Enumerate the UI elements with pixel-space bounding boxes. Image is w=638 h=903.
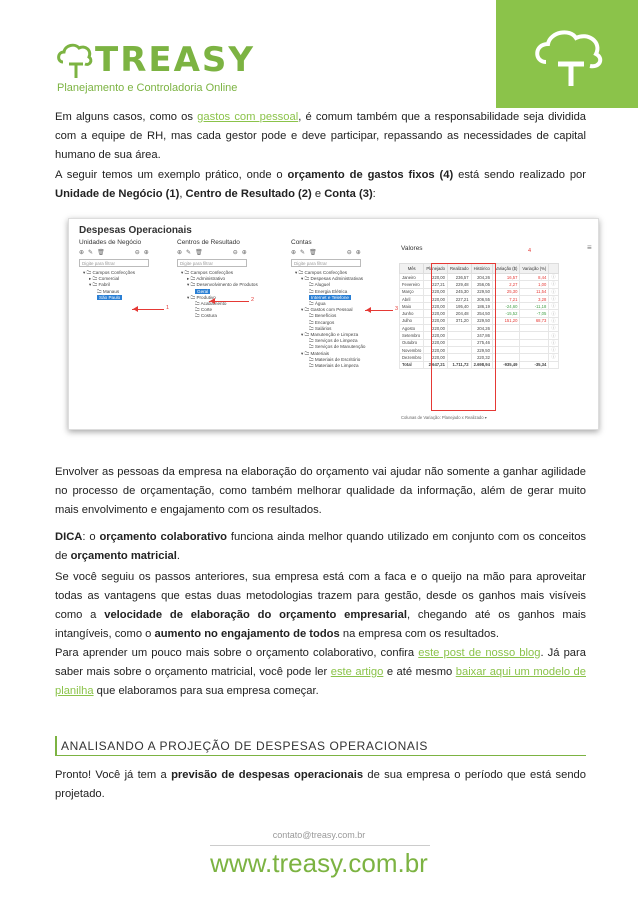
treasy-logo [55,38,256,98]
table-cell [492,339,520,346]
expand-icon[interactable]: ⊕ [241,250,247,256]
table-cell: 7,21 [492,295,520,302]
paragraph-envolver: Envolver as pessoas da empresa na elaboração do orçamento vai ajudar não somente a ganhar agilidade no processo de orçamentação, como também melhorar qualidade da informação, além de gerar muito mais envolvimento e engajamento com os resultados. [55,466,586,516]
table-cell: 220,00 [424,288,448,295]
table-cell: 220,32 [471,354,492,361]
text: de sua empresa o período que está sendo projetado. [55,769,586,800]
table-cell: 371,20 [447,317,471,324]
table-cell: 220,00 [424,354,448,361]
tree-item[interactable]: ▾ 🗀 Despesas Administrativas [301,276,364,282]
table-cell: 245,30 [447,288,471,295]
tree-item[interactable]: 🗀 Acabamento [195,301,227,307]
table-cell: 254,50 [471,310,492,317]
marker-1: 1 [166,305,170,311]
table-cell: ⓘ [549,325,558,332]
table-cell: Agosto [400,325,424,332]
text: que elaboramos para sua empresa começar. [93,685,319,697]
tree-item[interactable]: ▾ 🗀 Desenvolvimento de Produtos [187,282,258,288]
table-cell: 25,30 [492,288,520,295]
menu-icon[interactable]: ≡ [587,243,592,252]
table-cell: 229,50 [471,346,492,353]
table-cell [520,354,549,361]
table-cell: Setembro [400,332,424,339]
col-header[interactable]: Histórico [471,264,492,274]
table-cell: 11,54 [520,288,549,295]
table-cell: 229,50 [471,317,492,324]
table-cell: -11,18 [520,303,549,310]
table-cell: 2.647,21 [424,361,448,368]
planejado-highlight-box [431,263,496,411]
table-cell: 256,05 [471,281,492,288]
tree-item-selected[interactable]: Geral [197,288,209,294]
paragraph-example [55,166,586,204]
text: . Já para saber mais sobre o orçamento matricial, você pode ler [55,647,586,678]
table-cell: 220,00 [424,310,448,317]
table-cell: 275,46 [471,339,492,346]
table-cell: Dezembro [400,354,424,361]
tree-item[interactable]: ▾ 🗀 Manutenção e Limpeza [301,332,359,338]
header-corner-block [496,0,638,108]
table-cell: 1.711,72 [447,361,471,368]
table-cell: 227,21 [424,281,448,288]
pane-header: Contas [291,239,312,246]
table-cell: ⓘ [549,354,558,361]
table-cell: 151,20 [492,317,520,324]
table-cell: 220,00 [424,303,448,310]
pane-toolbar [177,249,258,256]
logo-tagline: Planejamento e Controladoria Online [57,82,238,94]
table-cell: ⓘ [549,303,558,310]
filter-input[interactable]: Digite para filtrar [79,259,149,267]
table-cell: 204,48 [447,310,471,317]
edit-icon[interactable]: ✎ [186,250,192,256]
bold-text: aumento no engajamento de todos [154,628,340,640]
collapse-icon[interactable]: ⊖ [134,250,140,256]
tree-centros [177,270,258,320]
table-cell: 2,27 [492,281,520,288]
tree-item[interactable]: ▾ 🗀 Campos Confecções [295,270,348,275]
paragraph-hr [55,108,586,165]
tree-item[interactable]: 🗀 Corte [195,307,213,313]
col-header[interactable]: Planejado [424,264,448,274]
table-cell: 229,50 [471,288,492,295]
table-cell: 206,55 [471,295,492,302]
expand-icon[interactable]: ⊕ [355,250,361,256]
table-cell: ⓘ [549,332,558,339]
table-cell: 68,73 [520,317,549,324]
link-modelo-planilha[interactable]: baixar aqui um modelo de planilha [55,666,586,697]
footer-url[interactable]: www.treasy.com.br [210,848,428,878]
tree-item-selected[interactable]: São Paulo [99,294,121,300]
col-header [549,264,558,274]
table-cell: 1,00 [520,281,549,288]
table-cell: ⓘ [549,274,558,281]
table-cell: 220,00 [424,325,448,332]
table-cell: 220,00 [424,317,448,324]
table-cell: Janeiro [400,274,424,281]
table-cell [492,346,520,353]
bold-text: previsão de despesas operacionais [171,769,364,781]
pane-toolbar [291,249,365,256]
text: na empresa com os resultados. [339,628,499,640]
table-cell: 204,26 [471,325,492,332]
paragraph-aprender [55,644,586,701]
bold-text: Conta (3) [324,188,373,200]
text: está sendo realizado por [453,169,586,181]
table-cell: ⓘ [549,281,558,288]
pane-header: Unidades de Negócio [79,239,142,246]
add-icon[interactable]: ⊕ [79,250,85,256]
table-cell [520,325,549,332]
table-cell: 204,26 [471,274,492,281]
table-cell: ⓘ [549,288,558,295]
pane-header: Centros de Resultado [177,239,240,246]
tree-item[interactable]: 🗀 Encargos [309,319,335,325]
table-cell: Maio [400,303,424,310]
table-cell: 186,19 [471,303,492,310]
text: e [311,188,325,200]
tree-contas [291,270,365,369]
marker-3: 3 [395,306,399,312]
filter-input[interactable]: Digite para filtrar [291,259,361,267]
tree-item[interactable]: 🗀 Costura [195,313,217,319]
paragraph-pronto [55,766,586,804]
despesas-screenshot [68,218,599,430]
bold-text: orçamento colaborativo [99,531,228,543]
table-cell: -35,34 [520,361,549,368]
tree-item[interactable]: 🗀 Materiais de Escritório [309,356,361,362]
tree-item[interactable]: ▾ 🗀 Campos Confecções [181,270,234,275]
logo-wordmark: TREASY [95,40,256,80]
table-cell: 220,00 [424,346,448,353]
tree-item[interactable]: ▸ 🗀 Administrativo [187,276,226,282]
table-cell: 16,57 [492,274,520,281]
text: A seguir temos um exemplo prático, onde o [55,169,288,181]
bold-text: orçamento de gastos fixos (4) [287,169,454,181]
col-header[interactable]: Variação ($) [492,264,520,274]
delete-icon[interactable]: 🗑 [195,250,203,256]
tree-item[interactable]: ▾ 🗀 Materiais [301,350,330,356]
table-cell: Outubro [400,339,424,346]
tree-item[interactable]: 🗀 Água [309,301,326,307]
table-cell [520,332,549,339]
add-icon[interactable]: ⊕ [177,250,183,256]
table-cell: Abril [400,295,424,302]
table-cell [549,361,558,368]
text: Pronto! Você já tem a [55,769,172,781]
tree-logo-icon [55,40,95,80]
table-cell: 236,57 [447,274,471,281]
table-cell: ⓘ [549,346,558,353]
expand-icon[interactable]: ⊕ [143,250,149,256]
bold-text: orçamento matricial [70,550,177,562]
bold-text: DICA [55,531,83,543]
text: funciona ainda melhor quando utilizado em conjunto com os conceitos de [55,531,587,562]
pane-toolbar [79,249,149,256]
table-cell: 220,00 [424,295,448,302]
bold-text: velocidade de elaboração do orçamento empresarial [104,609,407,621]
link-gastos-pessoal[interactable]: gastos com pessoal [197,111,299,123]
table-cell: -15,52 [492,310,520,317]
table-cell: -24,60 [492,303,520,310]
table-cell: Julho [400,317,424,324]
col-header[interactable]: Variação (%) [520,264,549,274]
valores-header: Valores [401,245,423,252]
text: . [176,550,180,562]
table-cell: -7,05 [520,310,549,317]
footer-email[interactable]: contato@treasy.com.br [272,830,366,840]
pane-contas [291,239,365,369]
delete-icon[interactable]: 🗑 [97,250,105,256]
pane-unidades [79,239,149,301]
arrow-marker-1 [132,309,164,310]
table-cell: 220,00 [424,339,448,346]
table-cell: Fevereiro [400,281,424,288]
tree-item[interactable]: ▾ 🗀 Fabril [89,282,110,288]
marker-4: 4 [528,248,532,254]
table-cell: 229,48 [447,281,471,288]
table-cell: 227,21 [447,295,471,302]
delete-icon[interactable]: 🗑 [309,250,317,256]
paragraph-dica [55,528,586,566]
tree-item[interactable]: ▾ 🗀 Produtivo [187,294,216,300]
text: , é comum também que a responsabilidade seja dividida com a equipe de RH, mas cada gestor pode e deve participar, repassando as necessidades de capital humano de sua área. [55,111,587,161]
table-cell: Março [400,288,424,295]
tree-item[interactable]: 🗀 Serviços de Limpeza [309,338,358,344]
table-cell: Total [400,361,424,368]
table-cell: Junho [400,310,424,317]
table-cell [492,354,520,361]
table-cell [520,346,549,353]
table-cell: Novembro [400,346,424,353]
table-cell: ⓘ [549,339,558,346]
edit-icon[interactable]: ✎ [88,250,94,256]
text: , chegando até os ganhos mais intangíveis, como o [55,609,586,640]
text: : o [82,531,100,543]
text: Para aprender um pouco mais sobre o orçamento colaborativo, confira [55,647,419,659]
text: e até mesmo [383,666,456,678]
section-heading: ANALISANDO A PROJEÇÃO DE DESPESAS OPERACIONAIS [55,736,586,756]
table-cell: 247,86 [471,332,492,339]
filter-input[interactable]: Digite para filtrar [177,259,247,267]
text: Em alguns casos, como os [55,111,198,123]
edit-icon[interactable]: ✎ [300,250,306,256]
col-header[interactable]: Realizado [447,264,471,274]
tree-icon [532,24,608,88]
tree-item[interactable]: 🗀 Manaus [97,288,120,294]
footer-divider [210,845,430,846]
link-blog-post[interactable]: este post de nosso blog [418,647,541,659]
table-cell [492,332,520,339]
tree-item[interactable]: 🗀 Serviços de Manutenção [309,344,366,350]
tree-item-selected[interactable]: Internet e Telefone [311,294,349,300]
tree-item[interactable]: ▾ 🗀 Gastos com Pessoal [301,307,353,313]
collapse-icon[interactable]: ⊖ [346,250,352,256]
table-cell: 220,00 [424,332,448,339]
pane-centros [177,239,258,320]
tree-item[interactable]: 🗀 Benefícios [309,313,337,319]
table-cell: ⓘ [549,317,558,324]
table-cell [520,339,549,346]
table-cell: 195,40 [447,303,471,310]
table-cell: 2.698,94 [471,361,492,368]
table-cell: 8,44 [520,274,549,281]
add-icon[interactable]: ⊕ [291,250,297,256]
bold-text: Centro de Resultado (2) [185,188,312,200]
tree-item[interactable]: 🗀 Aluguel [309,282,330,288]
link-artigo[interactable]: este artigo [330,666,384,678]
tree-unidades [79,270,149,301]
collapse-icon[interactable]: ⊖ [232,250,238,256]
arrow-marker-3 [365,310,393,311]
tree-item[interactable]: ▾ 🗀 Campos Confecções [83,270,136,275]
table-cell: 3,28 [520,295,549,302]
col-header[interactable]: Mês [400,264,424,274]
text: : [372,188,376,200]
tree-item[interactable]: 🗀 Energia Elétrica [309,288,348,294]
table-cell: 220,00 [424,274,448,281]
tree-item[interactable]: 🗀 Salários [309,325,332,331]
text: Se você seguiu os passos anteriores, sua empresa está com a faca e o queijo na mão para aproveitar todas as vantagens que estas duas metodologias trazem para gestão, desde os ganhos mais visíveis como a [55,571,586,621]
tree-item[interactable]: 🗀 Materiais de Limpeza [309,363,359,369]
tree-item[interactable]: ▸ 🗀 Comercial [89,276,120,282]
text: , [179,188,186,200]
variacao-selector[interactable]: Colunas de Variação: Planejado x Realizado ▾ [401,415,487,420]
table-cell: -935,49 [492,361,520,368]
bold-text: Unidade de Negócio (1) [55,188,180,200]
table-cell: ⓘ [549,310,558,317]
figure-title: Despesas Operacionais [79,225,192,236]
arrow-marker-2 [209,301,249,302]
table-cell: ⓘ [549,295,558,302]
marker-2: 2 [251,297,255,303]
table-cell [492,325,520,332]
paragraph-vantagens [55,568,586,644]
